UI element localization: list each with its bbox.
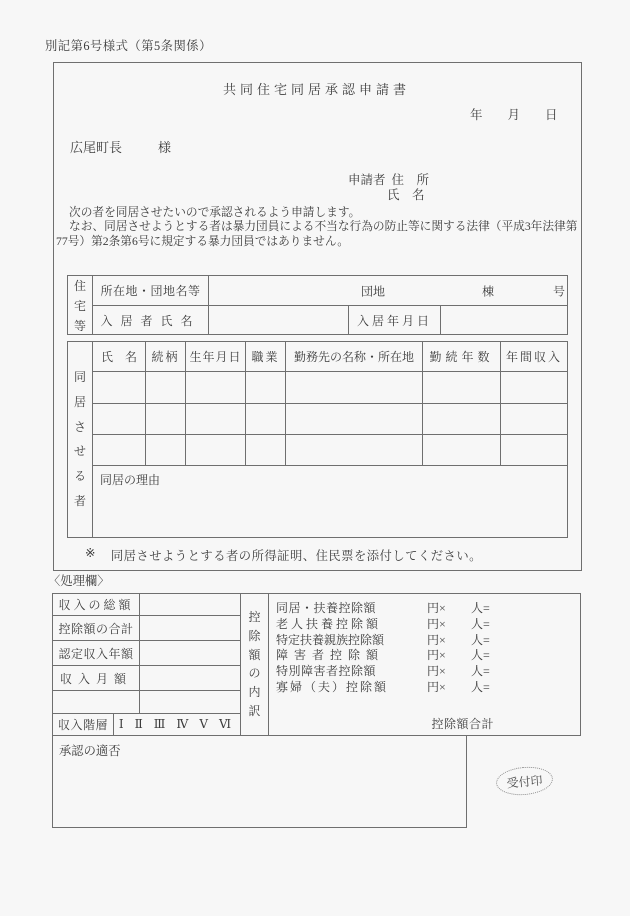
total-income-cell (140, 594, 241, 616)
total-income-label: 収入の総額 (53, 594, 140, 616)
applicant-label: 申請者 (348, 173, 386, 187)
header-annual-income: 年間収入 (501, 342, 568, 372)
deduction-line: 寡婦（夫）控除額 円× 人= (276, 679, 490, 694)
building-hint: 棟 (482, 284, 495, 298)
header-name: 氏 名 (93, 342, 146, 372)
reception-stamp-label: 受付印 (505, 772, 544, 791)
reason-label: 同居の理由 (100, 473, 161, 487)
page-title: 共同住宅同居承認申請書 (222, 82, 410, 97)
housing-table (67, 275, 568, 335)
deduction-breakdown-label: 控 除 額 の 内 訳 (241, 594, 269, 736)
deduction-detail-cell (269, 594, 581, 736)
statement-line-1: 次の者を同居させたいので承認されるよう申請します。 (69, 206, 361, 219)
application-statement (56, 206, 578, 249)
deduction-sum-label: 控除額の合計 (53, 616, 140, 641)
deduction-total-label: 控除額合計 (431, 717, 495, 731)
reason-cell (93, 466, 568, 538)
attachment-note (85, 546, 482, 564)
deduction-line: 障害者控除額 円× 人= (276, 648, 490, 663)
location-value-cell (209, 276, 568, 306)
statement-line-3: 77号）第2条第6号に規定する暴力団員ではありません。 (56, 234, 349, 248)
deduction-line: 老人扶養控除額 円× 人= (276, 617, 490, 632)
header-employer: 勤務先の名称・所在地 (286, 342, 423, 372)
cell-name (93, 372, 146, 404)
note-marker: ※ (85, 546, 96, 560)
note-text: 同居させようとする者の所得証明、住民票を添付してください。 (110, 549, 482, 563)
cohabitant-group-label: 同 居 さ せ る 者 (68, 342, 93, 538)
header-occupation: 職業 (246, 342, 286, 372)
table-row (68, 404, 568, 435)
processing-table (52, 593, 581, 736)
deduction-sum-cell (140, 616, 241, 641)
unit-hint: 号 (553, 284, 566, 298)
cohabitant-table (67, 341, 568, 538)
housing-group-label: 住 宅 等 (68, 276, 93, 335)
header-birthdate: 生年月日 (186, 342, 246, 372)
monthly-income-cell (140, 666, 241, 691)
spare-row-label-cell (53, 691, 140, 714)
table-row (68, 435, 568, 466)
addressee-honorific: 様 (158, 140, 172, 155)
reception-stamp (495, 765, 554, 798)
addressee-name: 広尾町長 (70, 140, 123, 155)
table-row (68, 372, 568, 404)
income-tier-options: Ⅰ Ⅱ Ⅲ Ⅳ Ⅴ Ⅵ (114, 714, 241, 736)
form-number: 別記第6号様式（第5条関係） (45, 39, 212, 53)
date-line: 年 月 日 (470, 108, 558, 122)
applicant-address-label: 住 所 (391, 173, 430, 187)
deduction-line: 特定扶養親族控除額 円× 人= (276, 632, 490, 647)
deduction-line: 特別障害者控除額 円× 人= (276, 664, 490, 679)
statement-line-2: なお、同居させようとする者は暴力団員による不当な行為の防止等に関する法律（平成3年法律第 (69, 220, 578, 234)
certified-annual-income-cell (140, 641, 241, 666)
monthly-income-label: 収入月額 (53, 666, 140, 691)
spare-row-value-cell (140, 691, 241, 714)
approval-label: 承認の適否 (59, 744, 121, 758)
addressee-line (70, 137, 171, 156)
processing-section-label: 〈処理欄〉 (48, 574, 110, 588)
danchi-hint: 団地 (361, 284, 386, 298)
resident-name-cell (209, 306, 349, 335)
approval-box (52, 735, 467, 828)
header-relationship: 続柄 (146, 342, 186, 372)
certified-annual-income-label: 認定収入年額 (53, 641, 140, 666)
move-in-date-cell (441, 306, 568, 335)
income-tier-label: 収入階層 (53, 714, 114, 736)
move-in-date-label: 入居年月日 (349, 306, 441, 335)
resident-name-label: 入居者氏名 (93, 306, 209, 335)
deduction-line: 同居・扶養控除額 円× 人= (276, 601, 490, 616)
location-label: 所在地・団地名等 (93, 276, 209, 306)
applicant-name-label: 氏 名 (387, 188, 425, 202)
header-years-of-service: 勤続年数 (423, 342, 501, 372)
